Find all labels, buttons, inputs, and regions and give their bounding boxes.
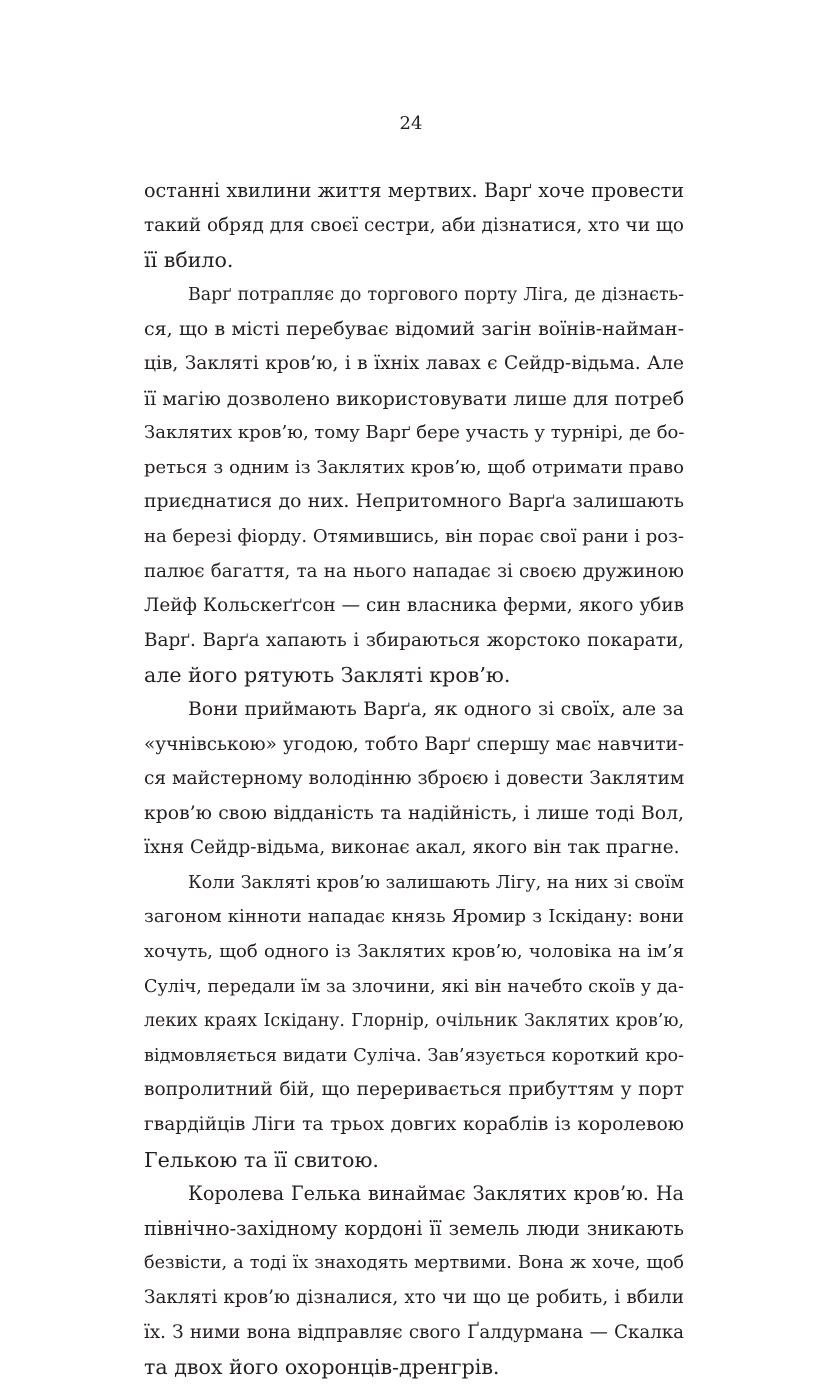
- text-line: приєднатися до них. Непритомного Варґа залишають: [144, 491, 684, 513]
- text-line: Лейф Кольскеґґсон — син власника ферми, якого убив: [144, 595, 684, 617]
- text-line: кров’ю свою відданість та надійність, і лише тоді Вол,: [144, 802, 684, 824]
- text-line: вопролитний бій, що переривається прибуттям у порт: [144, 1079, 684, 1101]
- text-line: ців, Закляті кров’ю, і в їхніх лавах є Сейдр-відьма. Але: [144, 352, 684, 374]
- text-line: Заклятих кров’ю, тому Варґ бере участь у турнірі, де бо-: [144, 422, 684, 444]
- text-line: її магію дозволено використовувати лише для потреб: [144, 387, 684, 410]
- text-line: Суліч, передали їм за злочини, які він начебто скоїв у да-: [144, 976, 684, 997]
- text-line: палює багаття, та на нього нападає зі своєю дружиною: [144, 560, 684, 582]
- text-line: її вбило.: [144, 248, 234, 273]
- text-line: Вони приймають Варґа, як одного зі своїх, але за: [188, 698, 684, 720]
- text-line: загоном кінноти нападає князь Яромир з Іскідану: вони: [144, 906, 684, 928]
- text-line: їхня Сейдр-відьма, виконає акал, якого він так прагне.: [144, 837, 680, 859]
- text-line: на березі фіорду. Отямившись, він порає свої рани і роз-: [144, 525, 684, 547]
- text-line: такий обряд для своєї сестри, аби дізнатися, хто чи що: [144, 214, 684, 236]
- text-line: ся майстерному володінню зброєю і довести Заклятим: [144, 768, 684, 790]
- text-line: та двох його охоронців-дренгрів.: [144, 1355, 500, 1380]
- text-line: але його рятують Закляті кров’ю.: [144, 663, 511, 688]
- text-line: північно-західному кордоні її земель люди зникають: [144, 1216, 684, 1240]
- text-line: леких краях Іскідану. Глорнір, очільник Заклятих кров’ю,: [144, 1011, 684, 1032]
- text-line: гвардійців Ліги та трьох довгих кораблів із королевою: [144, 1114, 684, 1136]
- text-line: реться з одним із Заклятих кров’ю, щоб отримати право: [144, 456, 684, 478]
- page-number: 24: [399, 113, 423, 134]
- text-line: Королева Гелька винаймає Заклятих кров’ю. На: [188, 1182, 684, 1206]
- text-line: ся, що в місті перебуває відомий загін воїнів-найман-: [144, 318, 684, 341]
- text-line: Варґ. Варґа хапають і збираються жорстоко покарати,: [144, 629, 684, 651]
- text-line: Коли Закляті кров’ю залишають Лігу, на них зі своїм: [188, 872, 684, 893]
- text-line: Закляті кров’ю дізналися, хто чи що це робить, і вбили: [144, 1287, 684, 1308]
- text-line: їх. З ними вона відправляє свого Ґалдурмана — Скалка: [144, 1321, 684, 1343]
- text-line: останні хвилини життя мертвих. Варґ хоче провести: [144, 179, 684, 202]
- text-line: Гелькою та її свитою.: [144, 1147, 379, 1172]
- text-line: хочуть, щоб одного із Заклятих кров’ю, чоловіка на ім’я: [144, 941, 684, 963]
- text-line: Варґ потрапляє до торгового порту Ліга, де дізнаєть-: [188, 284, 684, 305]
- text-line: безвісти, а тоді їх знаходять мертвими. Вона ж хоче, щоб: [144, 1253, 684, 1274]
- text-line: «учнівською» угодою, тобто Варґ спершу має навчити-: [144, 733, 684, 755]
- body-text: [144, 174, 684, 1385]
- text-line: відмовляється видати Суліча. Зав’язується короткий кро-: [144, 1045, 684, 1066]
